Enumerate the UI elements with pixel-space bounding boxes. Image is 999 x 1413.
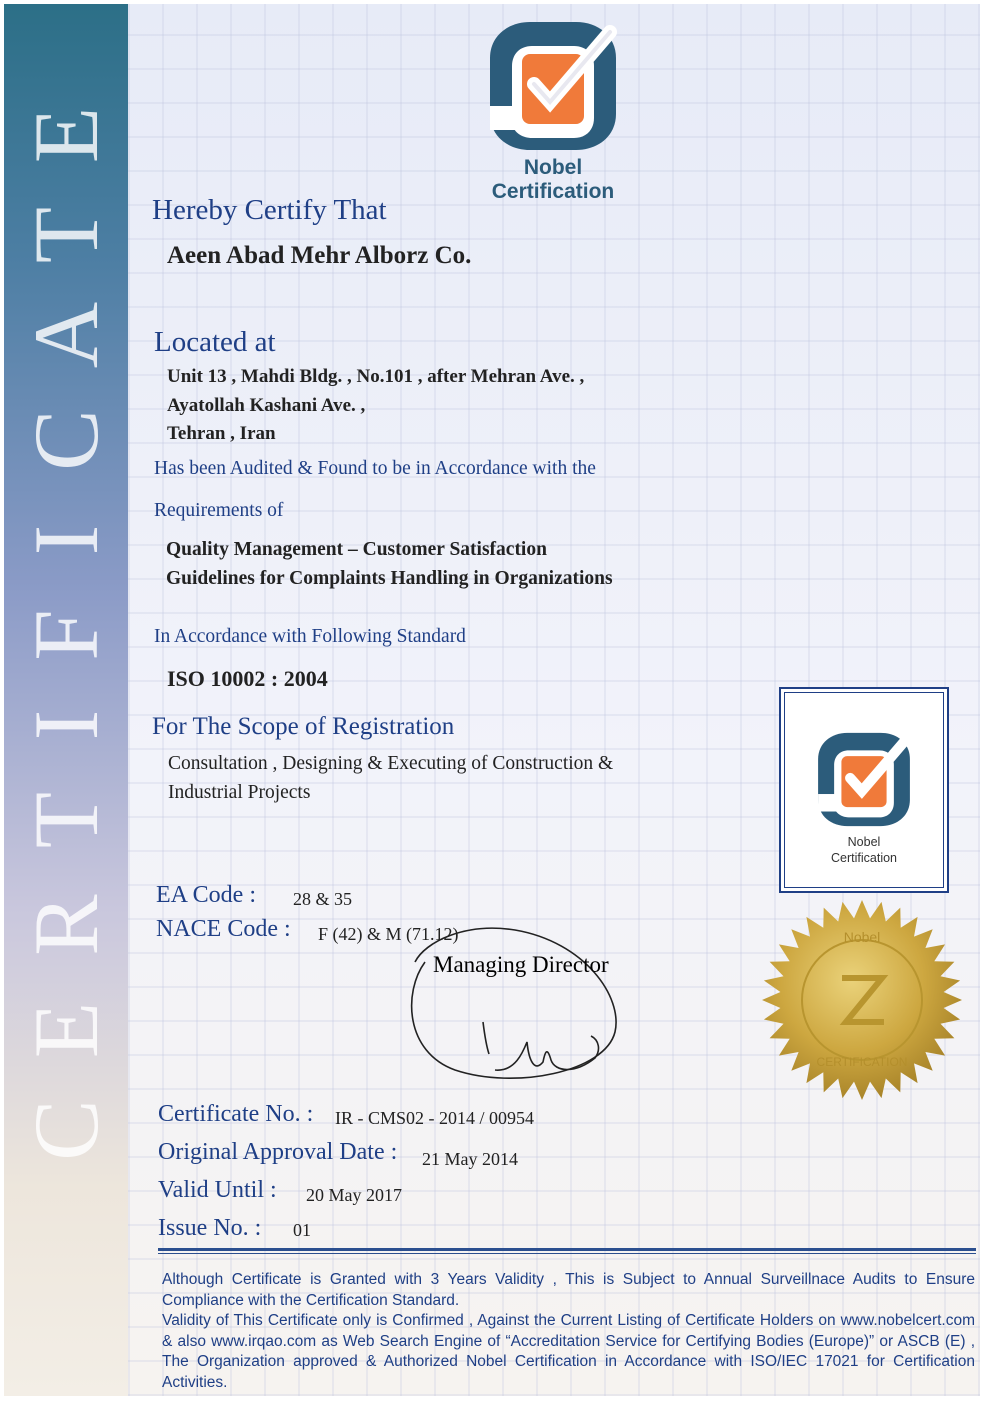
side-letter-6: F (15, 609, 117, 661)
address-line-3: Tehran , Iran (167, 423, 276, 444)
cert-no-label: Certificate No. : (158, 1101, 314, 1127)
footer-notice (162, 1270, 975, 1393)
audited-line-1: Has been Audited & Found to be in Accordance with the (154, 458, 596, 479)
valid-until-value: 20 May 2017 (306, 1185, 402, 1205)
approval-date-label: Original Approval Date : (158, 1139, 398, 1165)
cert-no-value: IR - CMS02 - 2014 / 00954 (335, 1108, 535, 1128)
company-name: Aeen Abad Mehr Alborz Co. (167, 242, 472, 269)
scope-line-2: Industrial Projects (168, 782, 311, 803)
side-letter-8: C (15, 409, 117, 471)
signature-icon (395, 922, 630, 1092)
side-letter-1: C (15, 1099, 117, 1161)
stamp-box (779, 687, 949, 893)
stamp-box-line1: Nobel (847, 835, 881, 849)
ea-code-label: EA Code : (156, 882, 256, 908)
footer-divider (158, 1248, 976, 1251)
issue-no-value: 01 (293, 1220, 311, 1240)
scope-heading: For The Scope of Registration (152, 713, 455, 740)
ea-code-value: 28 & 35 (293, 889, 353, 909)
footer-paragraph-2: Validity of This Certificate only is Confirmed , Against the Current Listing of Certificate Holders on www.nobelcert.com & also www.irqao.com as Web Search Engine of “Accreditation Service for Certifying Bodies (Europe)” or ASCB (E) , The Organization approved & Authorized Nobel Certification in Accordance with ISO/IEC 17021 for Certification Activities. (162, 1312, 975, 1391)
side-letter-4: T (15, 791, 117, 849)
address-line-2: Ayatollah Kashani Ave. , (167, 395, 366, 416)
side-letter-11: E (15, 106, 117, 164)
checkmark-logo-icon (478, 14, 628, 154)
requirement-line-1: Quality Management – Customer Satisfaction (166, 539, 547, 560)
logo-text-line2: Certification (491, 180, 615, 203)
side-letter-3: R (15, 894, 117, 956)
side-letter-2: E (15, 1001, 117, 1059)
gold-seal-icon (760, 898, 964, 1102)
signature-title: Managing Director (433, 952, 609, 977)
side-letter-7: I (15, 524, 117, 556)
logo-text-line1: Nobel (523, 156, 583, 179)
footer-divider-thin (158, 1253, 976, 1254)
requirement-line-2: Guidelines for Complaints Handling in Organizations (166, 568, 613, 589)
stamp-box-line2: Certification (831, 851, 897, 865)
approval-date-value: 21 May 2014 (422, 1149, 518, 1169)
nace-code-label: NACE Code : (156, 916, 291, 942)
seal-text-top: Nobel (843, 929, 881, 945)
scope-line-1: Consultation , Designing & Executing of Construction & (168, 753, 614, 774)
issue-no-label: Issue No. : (158, 1215, 262, 1241)
stamp-logo-icon (809, 727, 919, 829)
audited-line-2: Requirements of (154, 500, 284, 521)
address-line-1: Unit 13 , Mahdi Bldg. , No.101 , after Mehran Ave. , (167, 366, 585, 387)
standard-heading: In Accordance with Following Standard (154, 626, 466, 647)
nace-code-value: F (42) & M (71.12) (318, 924, 459, 944)
certify-heading: Hereby Certify That (152, 194, 387, 226)
side-letter-5: I (15, 709, 117, 741)
valid-until-label: Valid Until : (158, 1177, 277, 1203)
located-heading: Located at (154, 326, 276, 358)
footer-paragraph-1: Although Certificate is Granted with 3 Years Validity , This is Subject to Annual Surveillnace Audits to Ensure Compliance with the Certification Standard. (162, 1271, 975, 1309)
seal-text-bottom: CERTIFICATION (816, 1055, 908, 1069)
side-banner (4, 4, 128, 1396)
side-letter-10: T (15, 206, 117, 264)
side-letter-9: A (15, 301, 117, 369)
standard-value: ISO 10002 : 2004 (167, 666, 328, 691)
